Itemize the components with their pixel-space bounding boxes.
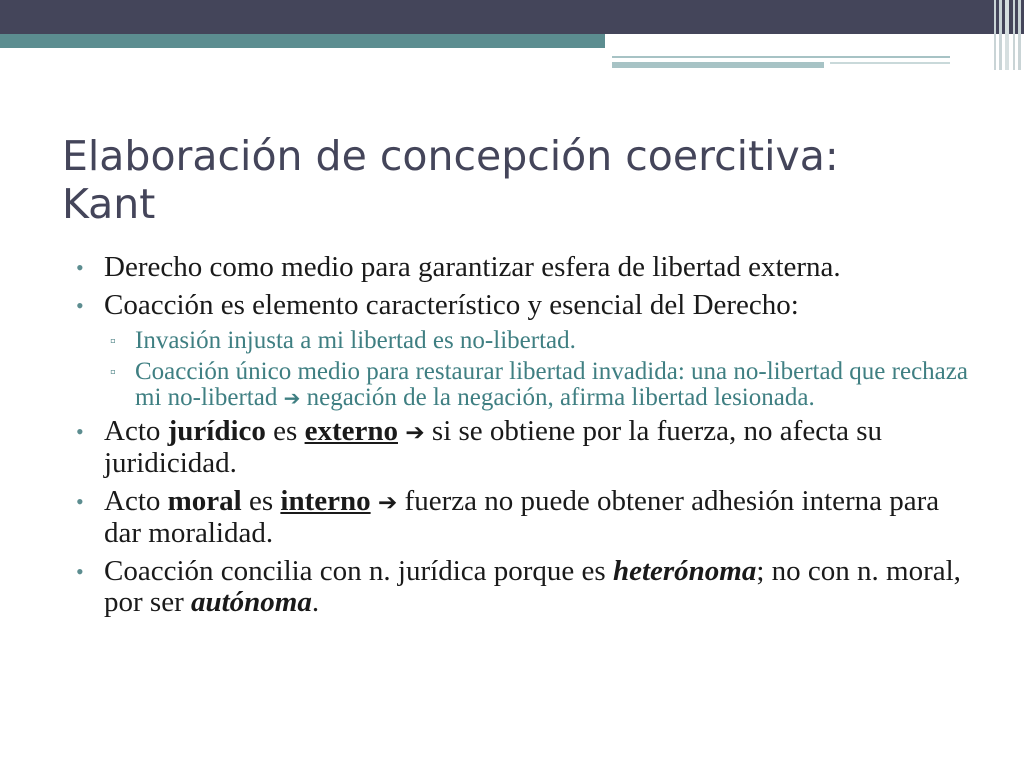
bullet-icon: • [76, 489, 84, 514]
slide-title [62, 132, 962, 228]
bullet-text: fuerza no puede obtener adhesión interna para dar moralidad. [104, 485, 940, 549]
bullet-item [70, 416, 970, 479]
bullet-text: Coacción concilia con n. jurídica porque es [104, 555, 606, 587]
sub-bullet-text: Invasión injusta a mi libertad es no-libertad. [135, 327, 576, 354]
arrow-icon: ➔ [405, 419, 425, 446]
emphasis-term: jurídico [167, 415, 266, 447]
header-accent-line [612, 56, 950, 58]
emphasis-term: interno [280, 485, 371, 517]
sub-bullet-item [70, 328, 970, 354]
header-vertical-stripe [1018, 0, 1021, 70]
bullet-text: es [273, 415, 298, 447]
top-dark-bar [0, 0, 1024, 34]
bullet-item [70, 252, 970, 283]
bullet-icon: • [76, 293, 84, 318]
sub-bullet-item [70, 359, 970, 411]
bullet-text: Derecho como medio para garantizar esfera de libertad externa. [104, 251, 841, 283]
bullet-text: . [311, 586, 320, 618]
bullet-text: es [248, 485, 274, 517]
bullet-list [70, 252, 970, 618]
bullet-text: si se obtiene por la fuerza, no afecta su juridicidad. [104, 415, 883, 479]
slide-title-line1: Elaboración de concepción coercitiva: [62, 132, 839, 180]
header-vertical-stripe [1005, 0, 1009, 70]
bullet-text: ; no con n. moral, por ser [104, 555, 961, 618]
bullet-text: Coacción es elemento característico y esencial del Derecho: [104, 289, 799, 321]
header-vertical-stripe [994, 0, 996, 70]
header-accent-line [612, 62, 824, 68]
bullet-text: Acto [104, 485, 161, 517]
sub-bullet-text: Coacción único medio para restaurar libertad invadida: una no-libertad que rechaza mi no-libertad [135, 358, 968, 411]
arrow-icon: ➔ [283, 386, 301, 410]
sub-bullet-icon: ▫ [110, 364, 116, 381]
bullet-icon: • [76, 419, 84, 444]
bullet-item [70, 556, 970, 618]
arrow-icon: ➔ [377, 489, 398, 516]
header-vertical-stripe [1013, 0, 1015, 70]
header-vertical-stripe [999, 0, 1002, 70]
slide-title-line2: Kant [62, 180, 156, 228]
bullet-icon: • [76, 559, 84, 584]
slide-content [70, 252, 970, 625]
header-accent-line [830, 62, 950, 64]
sub-bullet-text: negación de la negación, afirma libertad lesionada. [306, 384, 815, 411]
bullet-item [70, 290, 970, 321]
bullet-text: Acto [104, 415, 161, 447]
emphasis-term: moral [167, 485, 242, 517]
emphasis-term: externo [304, 415, 398, 447]
bullet-icon: • [76, 255, 84, 280]
emphasis-term: heterónoma [612, 555, 757, 587]
emphasis-term: autónoma [190, 586, 312, 618]
bullet-item [70, 486, 970, 549]
sub-bullet-icon: ▫ [110, 333, 116, 350]
